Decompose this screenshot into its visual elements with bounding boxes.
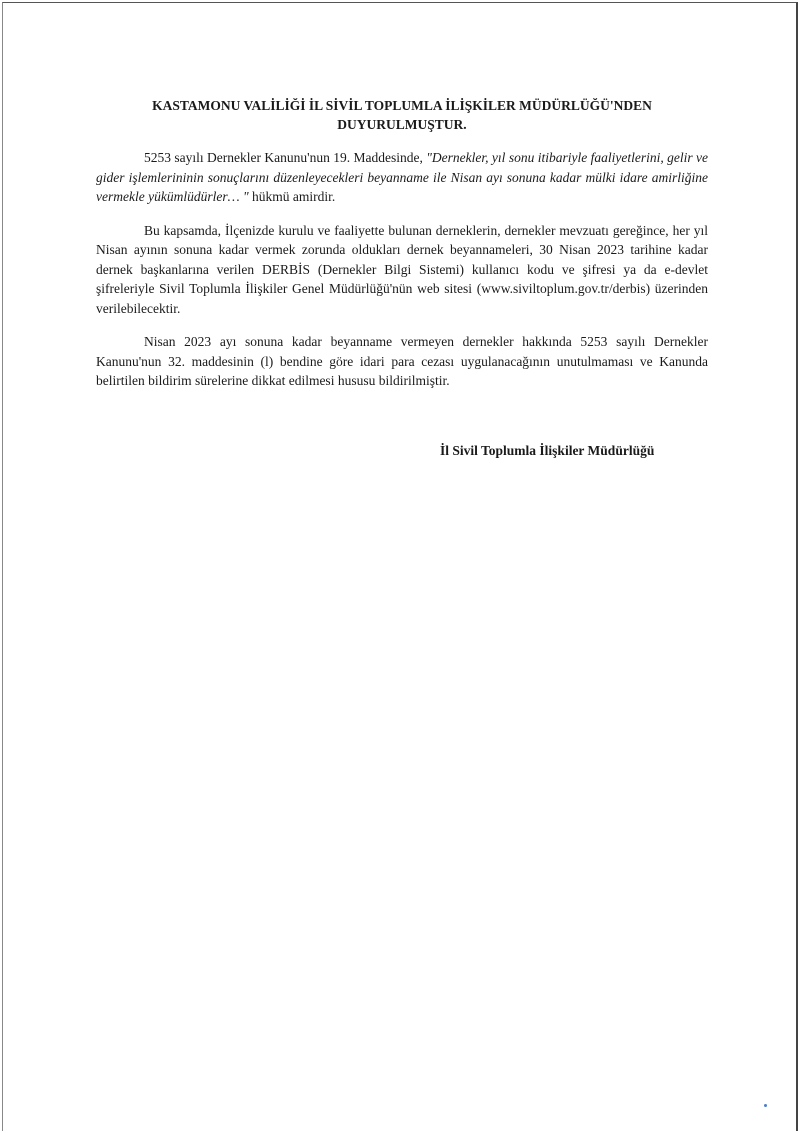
paragraph-1-quote: "Dernekler, yıl sonu itibariyle faaliyetlerini, gelir ve gider işlemlerininin sonuçlarını düzenleyecekleri beyanname ile Nisan ayı sonuna kadar mülki idare amirliğine vermekle yükümlüdürler… "	[96, 150, 709, 204]
document-body	[96, 96, 708, 405]
paragraph-1-intro: 5253 sayılı Dernekler Kanunu'nun 19. Maddesinde,	[144, 150, 427, 165]
title-line-1: KASTAMONU VALİLİĞİ İL SİVİL TOPLUMLA İLİŞKİLER MÜDÜRLÜĞÜ'NDEN	[152, 98, 652, 113]
paragraph-3: Nisan 2023 ayı sonuna kadar beyanname vermeyen dernekler hakkında 5253 sayılı Dernekler Kanunu'nun 32. maddesinin (l) bendine göre idari para cezası uygulanacağının unutulmaması ve Kanunda belirtilen bildirim sürelerine dikkat edilmesi hususu bildirilmiştir.	[96, 334, 708, 388]
scan-speck	[764, 1104, 767, 1107]
document-title	[96, 96, 708, 134]
title-line-2: DUYURULMUŞTUR.	[337, 117, 467, 132]
paragraph-2: Bu kapsamda, İlçenizde kurulu ve faaliyette bulunan derneklerin, dernekler mevzuatı gereğince, her yıl Nisan ayının sonuna kadar vermek zorunda oldukları dernek beyannameleri, 30 Nisan 2023 tarihine kadar dernek başkanlarına verilen DERBİS (Dernekler Bilgi Sistemi) kullanıcı kodu ve şifresi ya da e-devlet şifreleriyle Sivil Toplumla İlişkiler Genel Müdürlüğü'nün web sitesi (www.siviltoplum.gov.tr/derbis) üzerinden verilebilecektir.	[96, 222, 708, 316]
signature: İl Sivil Toplumla İlişkiler Müdürlüğü	[440, 443, 655, 458]
paragraph-1	[96, 148, 708, 207]
paragraph-1-end: hükmü amirdir.	[248, 189, 336, 204]
